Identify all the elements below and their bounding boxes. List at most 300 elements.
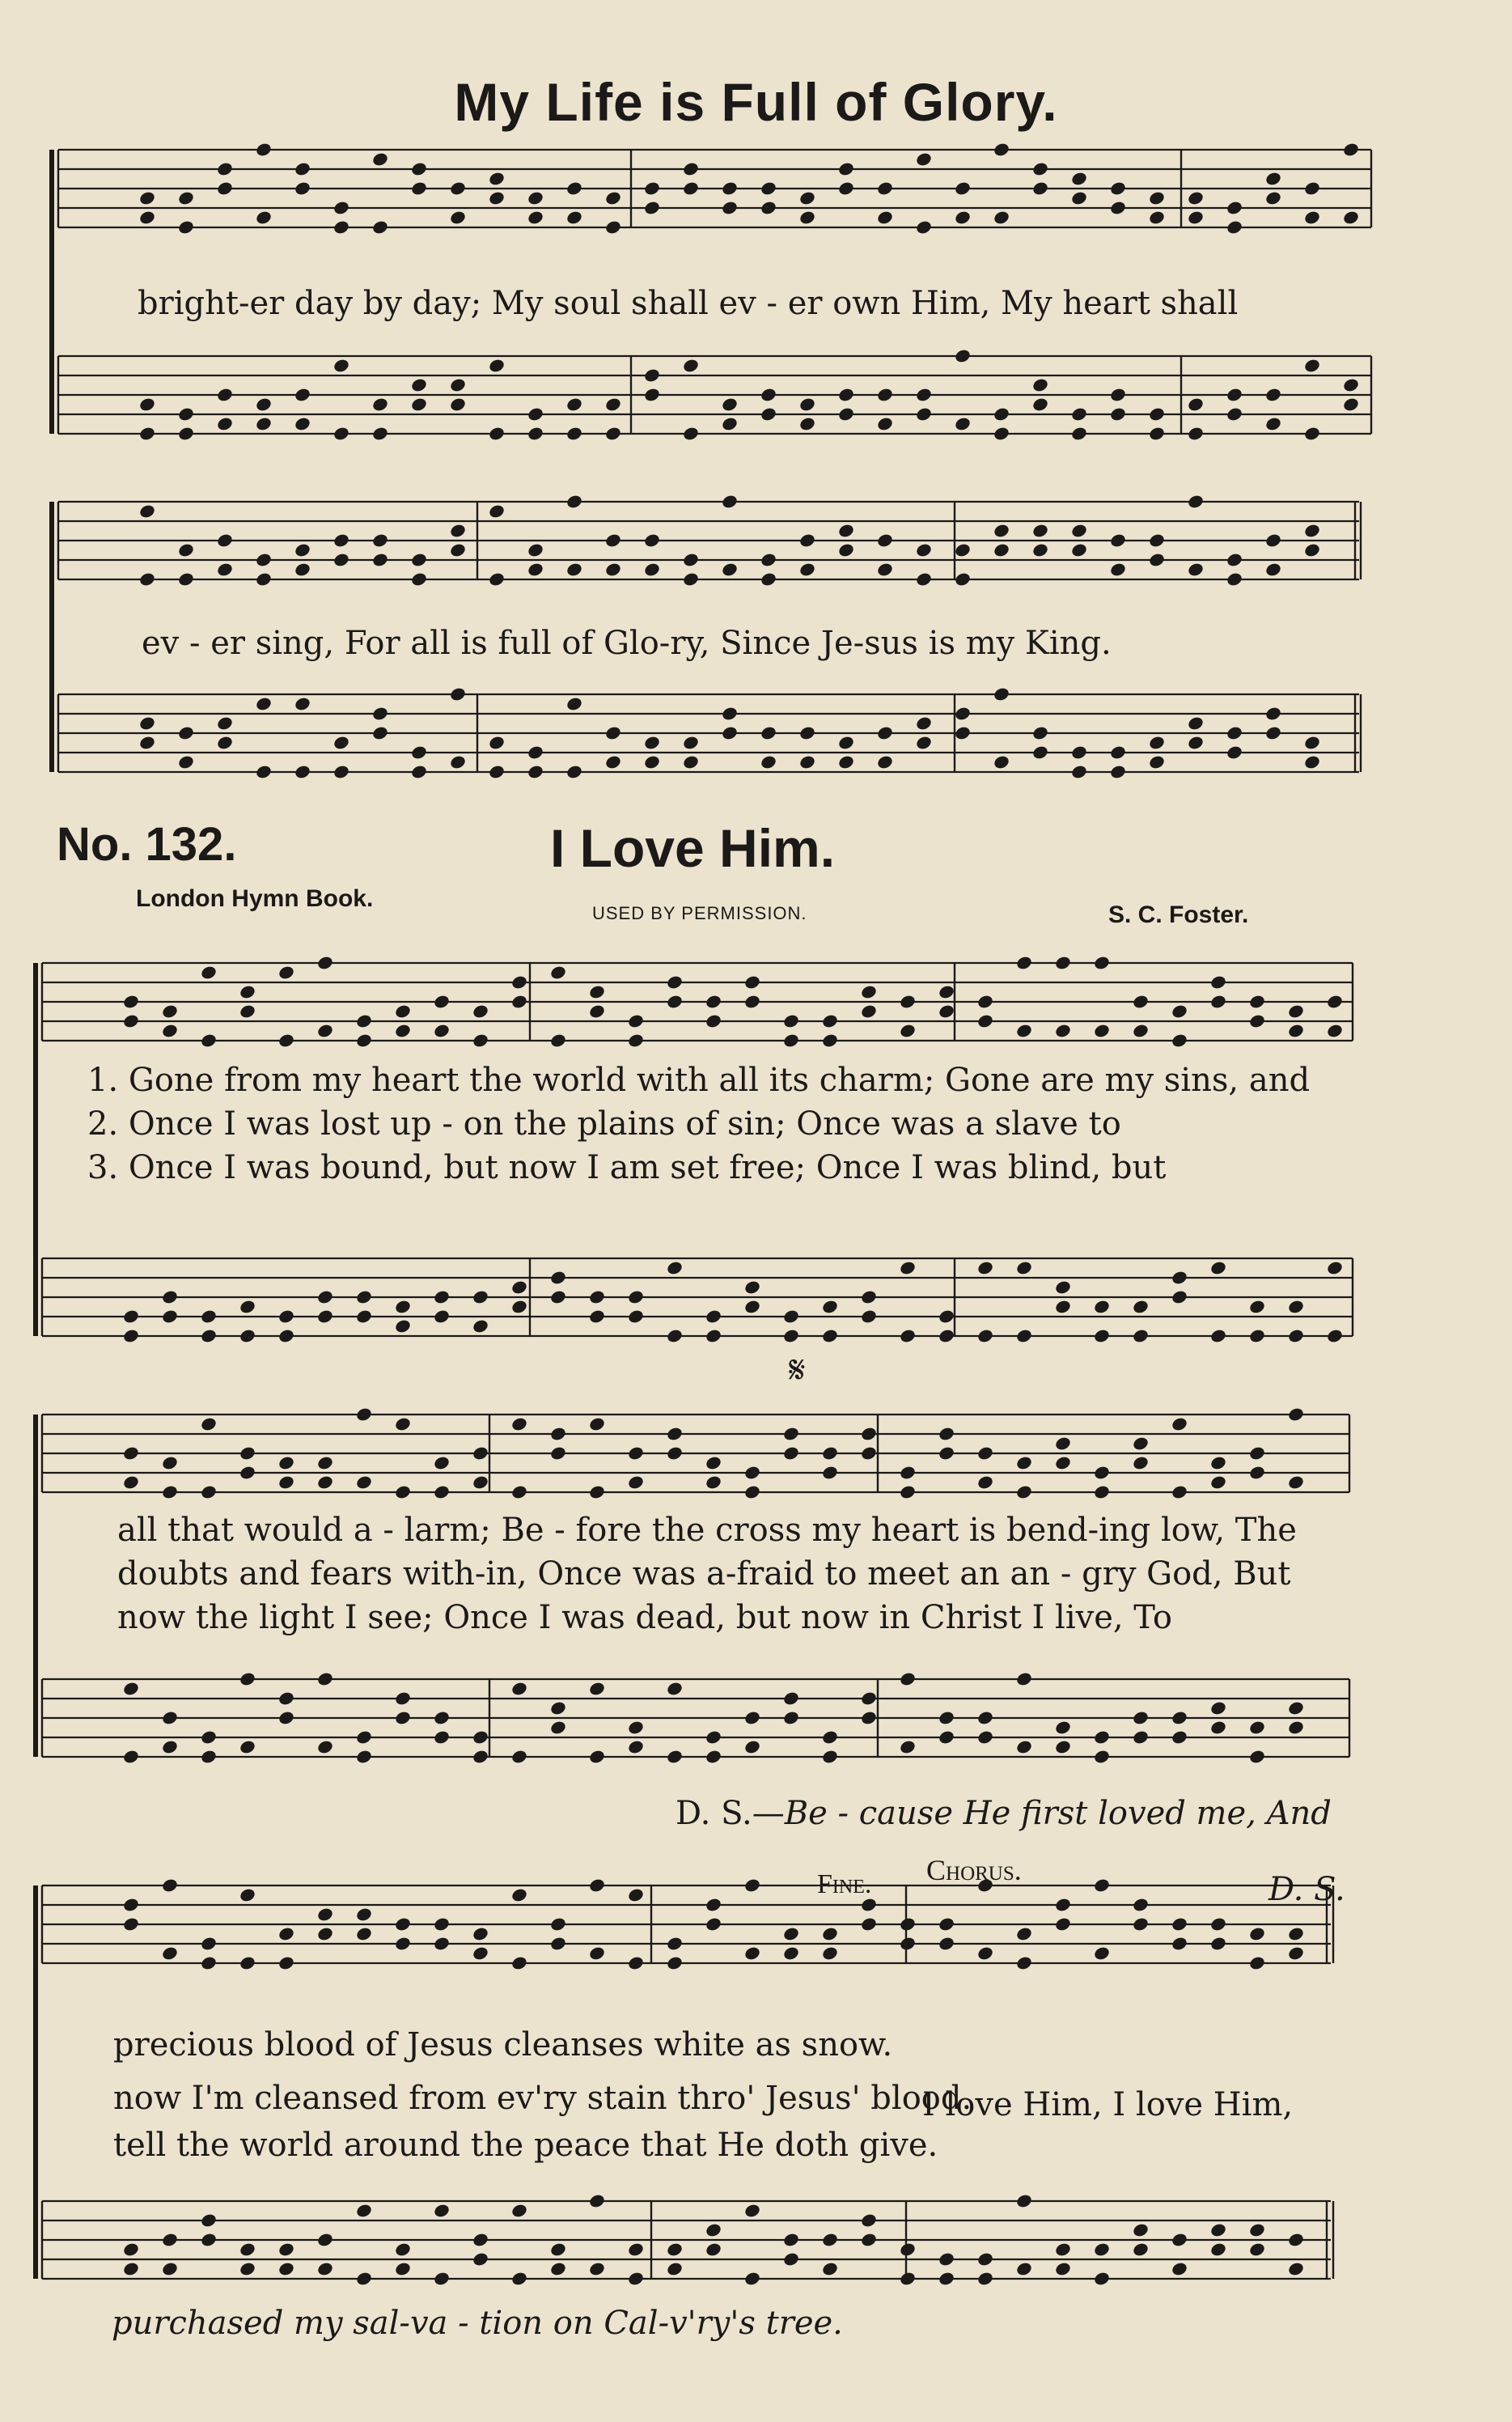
note-head [122,1445,140,1461]
note-head [1031,180,1049,197]
note-head [915,542,933,558]
note-head [899,2242,917,2258]
note-head [1226,552,1243,568]
note-head [200,1936,218,1952]
note-head [705,1897,722,1913]
note-head [1303,180,1321,197]
note-head [277,1474,295,1491]
note-head [705,1455,722,1471]
stanza-3-line: tell the world around the peace that He doth give. [113,2127,938,2164]
note-head [549,1445,567,1461]
note-head [666,1426,684,1442]
note-head [200,1309,218,1325]
note-head [627,2271,645,2287]
note-head [316,1309,334,1325]
note-head [255,552,273,568]
note-head [588,1945,606,1962]
note-head [876,416,894,432]
note-head [294,542,311,558]
note-head [1171,1033,1188,1049]
note-head [899,1328,917,1344]
note-head [976,1013,994,1029]
note-head [355,1309,373,1325]
note-head [410,571,428,587]
note-head [899,1484,917,1500]
note-head [782,1309,800,1325]
note-head [355,1729,373,1745]
stanza-2-line: 2. Once I was lost up - on the plains of sin; Once was a slave to [87,1105,1121,1143]
note-head [161,2232,179,2248]
note-head [1264,387,1282,403]
note-head [239,1299,256,1315]
note-head [472,1945,489,1962]
note-head [1031,161,1049,177]
note-head [1054,1916,1072,1932]
segno-icon: 𝄋 [789,1347,806,1393]
note-head [549,1289,567,1305]
note-head [355,1406,373,1423]
note-head [527,406,544,422]
note-head [161,1289,179,1305]
note-head [294,764,311,780]
note-head [798,416,816,432]
note-head [798,562,816,578]
note-head [394,2242,412,2258]
note-head [743,1465,761,1481]
note-head [410,161,428,177]
note-head [332,735,350,751]
note-head [449,523,467,539]
note-head [1248,2222,1266,2238]
note-head [1132,2222,1150,2238]
note-head [1303,426,1321,442]
note-head [255,142,273,158]
note-head [1342,142,1360,158]
note-head [1109,387,1127,403]
note-head [1287,1945,1305,1962]
note-head [643,180,661,197]
note-head [1148,426,1166,442]
note-head [355,1033,373,1049]
note-head [627,1739,645,1755]
note-head [743,1299,761,1315]
stanza-2-line: doubts and fears with-in, Once was a-fraid to meet an an - gry God, But [117,1555,1291,1593]
note-head [1132,2242,1150,2258]
note-head [1031,397,1049,413]
note-head [1132,1729,1150,1745]
ds-text: Be - cause He first loved me, And [784,1795,1332,1832]
note-head [122,1681,140,1697]
note-head [394,1318,412,1334]
note-head [760,387,777,403]
note-head [255,696,273,712]
note-head [472,1474,489,1491]
note-head [993,406,1010,422]
note-head [821,1945,839,1962]
note-head [604,190,622,206]
note-head [1015,2193,1033,2209]
note-head [355,2203,373,2219]
note-head [510,1484,528,1500]
note-head [371,426,389,442]
note-head [821,1749,839,1765]
note-head [200,1749,218,1765]
note-head [976,1328,994,1344]
note-head [705,1916,722,1932]
note-head [1287,1926,1305,1942]
note-head [277,2261,295,2277]
note-head [1031,725,1049,741]
note-head [216,387,234,403]
note-head [161,1003,179,1020]
note-head [394,1936,412,1952]
note-head [433,1309,451,1325]
note-head [1248,1955,1266,1971]
note-head [1031,744,1049,761]
note-head [510,2271,528,2287]
note-head [472,1445,489,1461]
note-head [938,1328,955,1344]
note-head [1070,406,1088,422]
note-head [1109,406,1127,422]
note-head [1093,1945,1111,1962]
note-head [782,1710,800,1726]
note-head [993,542,1010,558]
note-head [938,1003,955,1020]
note-head [433,2203,451,2219]
stanza-2-line: now I'm cleansed from ev'ry stain thro' Jesus' blood. [113,2080,972,2117]
note-head [510,2203,528,2219]
note-head [860,984,878,1000]
note-head [1148,406,1166,422]
note-head [549,1936,567,1952]
note-head [316,1289,334,1305]
ds-label: D. S.— [676,1795,785,1832]
note-head [705,1729,722,1745]
note-head [1148,754,1166,770]
note-head [122,2261,140,2277]
note-head [876,754,894,770]
note-head [239,1445,256,1461]
note-head [1015,1260,1033,1276]
note-head [743,1484,761,1500]
note-head [449,686,467,702]
note-head [1093,2242,1111,2258]
note-head [433,1916,451,1932]
note-head [527,210,544,226]
note-head [666,994,684,1010]
note-head [1287,1023,1305,1039]
note-head [1015,1484,1033,1500]
note-head [954,725,972,741]
note-head [782,1926,800,1942]
note-head [1248,1328,1266,1344]
note-head [1303,210,1321,226]
note-head [604,754,622,770]
note-head [549,1700,567,1716]
note-head [433,1710,451,1726]
note-head [394,1003,412,1020]
note-head [355,1907,373,1923]
note-head [1287,1474,1305,1491]
note-head [705,2242,722,2258]
note-head [666,1955,684,1971]
note-head [1070,426,1088,442]
note-head [527,764,544,780]
note-head [488,426,506,442]
note-head [1226,406,1243,422]
note-head [1171,1289,1188,1305]
note-head [1187,715,1205,732]
note-head [976,1729,994,1745]
note-head [1132,1455,1150,1471]
note-head [371,552,389,568]
note-head [1303,523,1321,539]
note-head [993,142,1010,158]
note-head [1132,1299,1150,1315]
note-head [899,1936,917,1952]
note-head [410,764,428,780]
note-head [433,1729,451,1745]
note-head [527,542,544,558]
note-head [177,725,195,741]
note-head [316,2232,334,2248]
note-head [1187,735,1205,751]
note-head [860,1690,878,1707]
note-head [138,503,156,520]
note-head [743,994,761,1010]
note-head [876,562,894,578]
note-head [565,696,583,712]
note-head [488,764,506,780]
note-head [565,180,583,197]
note-head [1031,377,1049,393]
note-head [255,397,273,413]
note-head [316,1474,334,1491]
note-head [938,1936,955,1952]
note-head [682,180,700,197]
note-head [394,1416,412,1432]
note-head [138,715,156,732]
note-head [705,2222,722,2238]
note-head [666,1445,684,1461]
note-head [138,571,156,587]
note-head [837,735,855,751]
note-head [510,994,528,1010]
note-head [1132,1710,1150,1726]
note-head [1342,377,1360,393]
note-head [433,1023,451,1039]
note-head [332,426,350,442]
lyric-line: ev - er sing, For all is full of Glo-ry, Since Je-sus is my King. [142,625,1112,662]
note-head [705,1749,722,1765]
note-head [1054,1279,1072,1296]
note-head [743,2203,761,2219]
note-head [549,1720,567,1736]
note-head [643,562,661,578]
note-head [138,735,156,751]
note-head [666,974,684,990]
note-head [1287,1328,1305,1344]
note-head [316,1926,334,1942]
note-head [682,426,700,442]
note-head [138,190,156,206]
note-head [1054,1299,1072,1315]
note-head [782,1690,800,1707]
note-head [1015,1328,1033,1344]
note-head [1171,1003,1188,1020]
note-head [394,1916,412,1932]
stanza-1-line: 1. Gone from my heart the world with all its charm; Gone are my sins, and [87,1062,1311,1099]
note-head [472,2251,489,2267]
note-head [1171,1936,1188,1952]
note-head [627,1445,645,1461]
note-head [565,562,583,578]
note-head [1015,1023,1033,1039]
note-head [161,1484,179,1500]
note-head [449,180,467,197]
note-head [1209,1700,1227,1716]
note-head [449,377,467,393]
note-head [122,1474,140,1491]
note-head [1093,1328,1111,1344]
note-head [938,2251,955,2267]
note-head [355,1013,373,1029]
note-head [472,1729,489,1745]
note-head [627,1720,645,1736]
note-head [161,1455,179,1471]
note-head [177,406,195,422]
note-head [1093,1465,1111,1481]
note-head [255,764,273,780]
hymn-source: London Hymn Book. [136,885,374,912]
note-head [216,416,234,432]
note-head [1326,1328,1344,1344]
note-head [316,1023,334,1039]
note-head [1248,1445,1266,1461]
note-head [1015,2261,1033,2277]
note-head [643,200,661,216]
note-head [643,532,661,549]
note-head [394,1484,412,1500]
note-head [1226,219,1243,235]
note-head [1187,494,1205,510]
note-head [1226,571,1243,587]
note-head [122,1328,140,1344]
note-head [161,1710,179,1726]
note-head [604,397,622,413]
note-head [1209,1916,1227,1932]
note-head [371,397,389,413]
note-head [588,1681,606,1697]
note-head [510,1279,528,1296]
note-head [1093,1749,1111,1765]
note-head [1209,1455,1227,1471]
note-head [721,200,739,216]
note-head [1070,171,1088,187]
note-head [993,426,1010,442]
note-head [760,406,777,422]
note-head [1148,532,1166,549]
note-head [1326,1023,1344,1039]
note-head [954,542,972,558]
note-head [782,1426,800,1442]
note-head [1209,974,1227,990]
note-head [1264,171,1282,187]
note-head [976,1474,994,1491]
note-head [915,387,933,403]
note-head [1148,190,1166,206]
note-head [1248,2242,1266,2258]
note-head [721,706,739,722]
note-head [549,2242,567,2258]
note-head [860,1916,878,1932]
note-head [394,1710,412,1726]
note-head [604,219,622,235]
note-head [177,571,195,587]
note-head [938,1445,955,1461]
note-head [1209,994,1227,1010]
note-head [1054,1455,1072,1471]
note-head [332,200,350,216]
note-head [760,754,777,770]
note-head [954,180,972,197]
note-head [643,387,661,403]
note-head [1132,1436,1150,1452]
note-head [316,1671,334,1687]
stanza-3-line: 3. Once I was bound, but now I am set free; Once I was blind, but [87,1149,1167,1186]
note-head [1209,1474,1227,1491]
note-head [332,552,350,568]
chorus-lyric: I love Him, I love Him, [922,2086,1294,2123]
note-head [782,2251,800,2267]
note-head [821,1445,839,1461]
note-head [876,725,894,741]
composer: S. C. Foster. [1108,901,1249,928]
note-head [860,1426,878,1442]
note-head [316,1455,334,1471]
note-head [510,1887,528,1903]
hymn-title-my-life: My Life is Full of Glory. [454,72,1058,132]
note-head [721,725,739,741]
note-head [216,532,234,549]
lyric-line: bright-er day by day; My soul shall ev - er own Him, My heart shall [138,285,1239,322]
note-head [782,1328,800,1344]
note-head [627,1289,645,1305]
note-head [216,735,234,751]
note-head [821,1299,839,1315]
note-head [294,180,311,197]
note-head [371,725,389,741]
note-head [1171,1916,1188,1932]
note-head [549,965,567,981]
note-head [122,1013,140,1029]
note-head [316,2261,334,2277]
note-head [371,219,389,235]
note-head [760,725,777,741]
note-head [371,151,389,168]
note-head [410,377,428,393]
note-head [627,1309,645,1325]
note-head [216,715,234,732]
note-head [216,562,234,578]
note-head [860,1710,878,1726]
dal-segno-line [676,1795,1332,1832]
note-head [798,532,816,549]
note-head [549,1916,567,1932]
note-head [1287,1003,1305,1020]
note-head [821,1465,839,1481]
